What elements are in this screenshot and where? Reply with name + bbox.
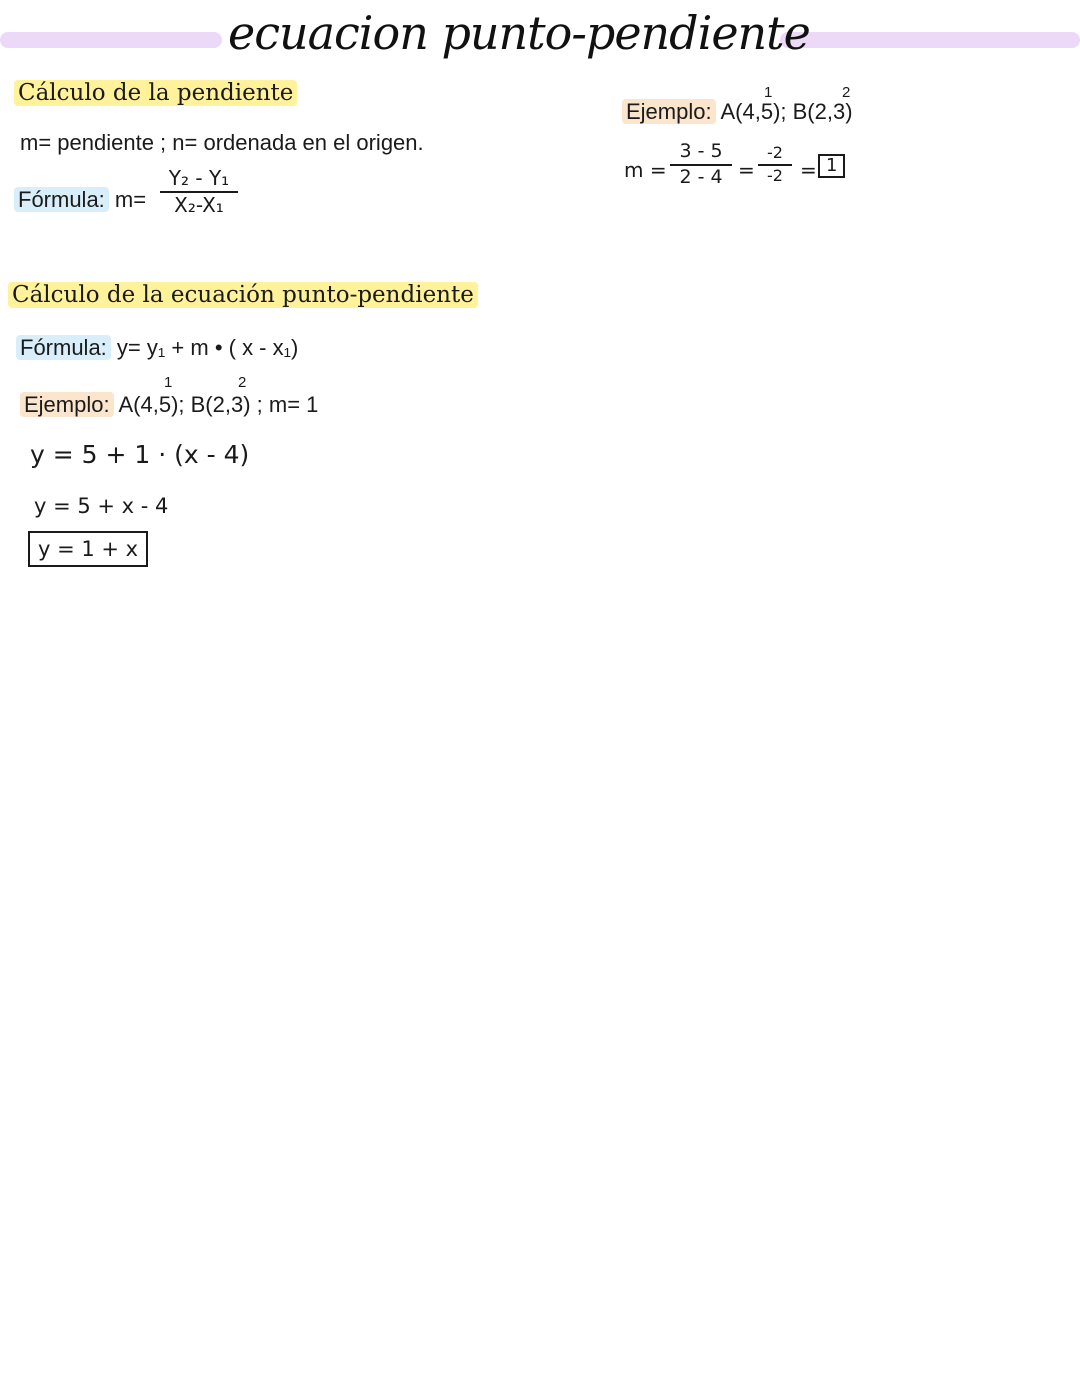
slope-formula-numerator: Y₂ - Y₁ xyxy=(168,166,230,190)
slope-formula-denominator: X₂-X₁ xyxy=(174,193,224,217)
slope-formula xyxy=(14,187,146,213)
slope-formula-label: Fórmula: xyxy=(14,187,109,212)
title-bar-left xyxy=(0,32,222,48)
section-heading-slope xyxy=(14,80,297,106)
example1-frac2-num: -2 xyxy=(767,143,783,162)
example1-frac1-den: 2 - 4 xyxy=(679,165,723,188)
example1-result-box: 1 xyxy=(818,154,845,178)
example1-equals-1: = xyxy=(738,158,755,182)
definition-text: m= pendiente ; n= ordenada en el origen. xyxy=(20,130,424,155)
example2-result-box: y = 1 + x xyxy=(28,531,148,567)
example1-line xyxy=(622,99,853,125)
example1-m-lhs: m = xyxy=(624,158,667,182)
example2-sup-2: 2 xyxy=(238,374,247,391)
example1-fraction-2 xyxy=(758,145,792,185)
example2-step-1: y = 5 + 1 · (x - 4) xyxy=(30,440,250,469)
example1-points: A(4,5); B(2,3) xyxy=(720,99,853,124)
point-slope-formula xyxy=(16,335,298,361)
section-heading-point-slope xyxy=(8,282,478,308)
example2-label: Ejemplo: xyxy=(20,392,114,417)
section-heading-slope-text: Cálculo de la pendiente xyxy=(14,80,297,106)
example1-label: Ejemplo: xyxy=(622,99,716,124)
example1-sup-1: 1 xyxy=(764,84,773,101)
page-title: ecuacion punto-pendiente xyxy=(228,6,810,60)
example2-line xyxy=(20,392,318,418)
section-heading-point-slope-text: Cálculo de la ecuación punto-pendiente xyxy=(8,282,478,308)
example2-step-2: y = 5 + x - 4 xyxy=(34,494,169,518)
point-slope-formula-label: Fórmula: xyxy=(16,335,111,360)
slope-formula-lhs: m= xyxy=(114,187,147,212)
example1-frac1-num: 3 - 5 xyxy=(679,140,723,162)
example1-fraction-1 xyxy=(670,142,732,188)
title-bar-right xyxy=(780,32,1080,48)
example2-points: A(4,5); B(2,3) ; m= 1 xyxy=(118,392,319,417)
example2-sup-1: 1 xyxy=(164,374,173,391)
point-slope-formula-text: y= y₁ + m • ( x - x₁) xyxy=(116,335,299,360)
example1-equals-2: = xyxy=(800,158,817,182)
slope-formula-fraction xyxy=(160,168,238,216)
example1-sup-2: 2 xyxy=(842,84,851,101)
example1-frac2-den: -2 xyxy=(767,165,783,185)
